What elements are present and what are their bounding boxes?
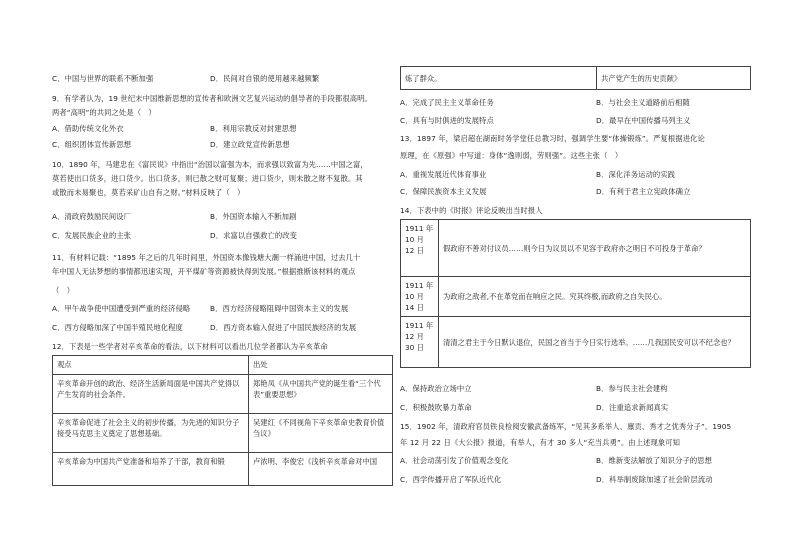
q13-option-b: B．深化洋务运动的实践 [596,170,676,179]
q11-option-d: D．西方资本输入促进了中国民族经济的发展 [210,323,357,332]
q10-option-d: D．求富以自强救亡的改变 [210,231,298,240]
table-cell: 炼了群众。 [401,67,597,90]
q14-option-d: D．注重追求新闻真实 [596,403,669,412]
table-row [53,375,393,414]
q9-option-b: B．利用宗教反对封建思想 [210,124,297,133]
table-row [401,277,751,317]
left-column [52,0,397,560]
q11-stem-line1: 11．有材料记载：“1895 年之后的几年时间里，外国资本像钱塘大潮一样涌进中国，过去几十 [52,253,361,262]
q10-option-a: A．清政府鼓励民间设厂 [52,212,132,221]
q14-option-b: B．参与民主社会建构 [596,384,668,393]
table-cell: 清清之君主于今日默认退位，民国之首当于今日实行选举。……几我国民安可以不纪念也？ [439,317,751,368]
table-cell: 1911 年 10 月 14 日 [401,277,439,317]
q12-option-c: C．具有与时俱进的发展特点 [400,116,494,125]
q9-option-a: A．借助传统文化外衣 [52,124,124,133]
q13-option-c: C．保障民族资本主义发展 [400,187,487,196]
table-header-row [53,356,393,375]
q8-option-d: D．民间对自银的使用越来越频繁 [210,74,320,83]
q13-option-a: A．重视发展近代体育事业 [400,170,487,179]
table-header-cell: 出处 [249,356,393,375]
q14-stem: 14．下表中的《时报》评论反映出当时报人 [400,206,543,215]
table-cell: 辛亥革命促进了社会主义的初步传播，为先进的知识分子接受马克思主义奠定了思想基础。 [53,414,249,453]
q14-option-c: C．积极鼓吹暴力革命 [400,403,472,412]
q15-stem-line1: 15．1902 年，清政府官员铁良检阅安徽武备练军，“见其多系举人、廪贡、秀才之优秀分子”。1905 [400,422,732,431]
table-cell: 郑艳凤《从中国共产党的诞生看“三个代表”重要思想》 [249,375,393,414]
q9-option-d: D．建立政党宣传新思想 [210,140,290,149]
q12-option-a: A．完成了民主主义革命任务 [400,98,494,107]
q10-option-c: C．发展民族企业的主张 [52,231,132,240]
q12-option-b: B．与社会主义道路前后相随 [596,98,690,107]
q13-stem-line1: 13．1897 年，梁启超在湖南时务学堂任总教习时，强调学生要“体操锻炼”。严复根据进化论 [400,134,705,143]
table-cell: 为政府之敌者,不在革党而在响应之民。究其终极,而政府之自失民心。 [439,277,751,317]
q13-stem-line2: 原理，在《原强》中写道：身体“逸则弱，劳则强”。这些主张（ ） [400,151,623,160]
q15-stem-line2: 年 12 月 22 日《大公报》报道，有举人，有才 30 多人“充当兵勇”。由上述现象可知 [400,438,681,447]
q11-option-c: C．西方侵略加深了中国半殖民地化程度 [52,323,183,332]
q10-stem-line3: 或散而未易聚也，莫若采矿山自有之财。”材料反映了（ ） [52,188,245,197]
q10-option-b: B．外国资本输入不断加剧 [210,212,297,221]
q11-option-a: A．甲午战争使中国遭受到严重的经济侵略 [52,304,191,313]
q12-option-d: D．最早在中国传播马列主义 [596,116,691,125]
q9-stem-line1: 9．有学者认为，19 世纪末中国维新思想的宣传者和欧洲文艺复兴运动的倡导者的手段都很高明。 [52,94,372,103]
q11-option-b: B．西方经济侵略阻碍中国资本主义的发展 [210,304,349,313]
table-cell: 假政府不善对付议员……则今日为议员以不见容于政府亦之明日不可投身于革命？ [439,220,751,277]
table-row [53,414,393,453]
right-column [400,0,755,560]
table-cell: 吴建红《不同视角下辛亥革命史教育价值刍议》 [249,414,393,453]
table-header-cell: 观点 [53,356,249,375]
table-row [401,317,751,368]
q12-table-continued [400,66,751,90]
q14-table [400,219,751,368]
table-row [401,220,751,277]
q8-option-c: C．中国与世界的联系不断加强 [52,74,154,83]
q15-option-c: C．西学传播开启了军队近代化 [400,475,502,484]
q11-stem-line3: （ ） [52,286,75,295]
table-cell: 1911 年 10 月 12 日 [401,220,439,277]
q12-table [52,355,393,486]
q9-option-c: C．组织团体宣传新思想 [52,140,132,149]
table-cell: 共产党产生的历史贡献》 [597,67,751,90]
q10-stem-line2: 莫若使出口货多，进口货少。出口货多，则已散之财可复聚；进口货少，则未散之财不复散。其 [52,174,363,183]
q11-stem-line2: 年中国人无法梦想的事情都迅速实现，开平煤矿等资源被快得到发展。”根据推断该材料的观点 [52,267,356,276]
q14-option-a: A．保持政治立场中立 [400,384,472,393]
q12-stem: 12．下表是一些学者对辛亥革命的看法，以下材料可以看出几位学者都认为辛亥革命 [52,342,328,351]
table-cell: 卢浓明、李俊宏《浅析辛亥革命对中国 [249,453,393,486]
q15-option-b: B．维新变法解放了知识分子的思想 [596,456,713,465]
q15-option-a: A．社会动荡引发了价值观念变化 [400,456,509,465]
q10-stem-line1: 10．1890 年，马建忠在《富民说》中指出“治国以富强为本，而求强以致富为先……中国之富， [52,160,368,169]
q15-option-d: D．科举制废除加速了社会阶层流动 [596,475,713,484]
table-cell: 1911 年 12 月 30 日 [401,317,439,368]
table-cell: 辛亥革命开创的政治、经济生活新局面是中国共产党得以产生发育的社会条件。 [53,375,249,414]
table-row [401,67,751,90]
q13-option-d: D．有利于君主立宪政体确立 [596,187,691,196]
table-row [53,453,393,486]
table-cell: 辛亥革命为中国共产党准备和培养了干部，教育和锻 [53,453,249,486]
q9-stem-line2: 两者“高明”的共同之处是（ ） [52,108,156,117]
